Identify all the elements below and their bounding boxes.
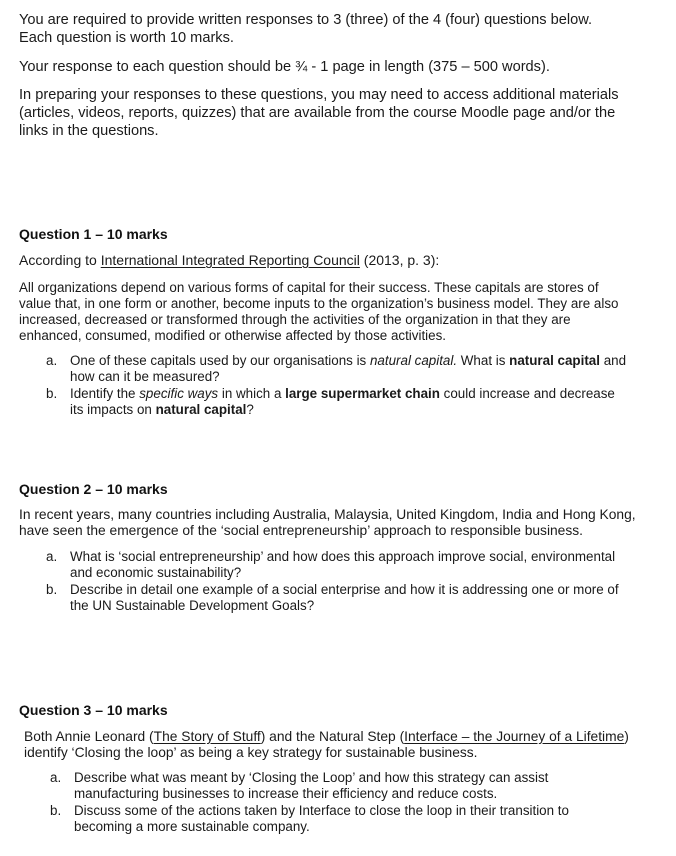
text-run: Both Annie Leonard ( (24, 729, 154, 744)
q1-item-b (70, 386, 615, 402)
question-3-heading: Question 3 – 10 marks (19, 702, 168, 718)
intro-line: (articles, videos, reports, quizzes) that are available from the course Moodle page and/or the (19, 105, 616, 121)
text-run: Identify the (70, 386, 140, 401)
q3-paragraph-line: identify ‘Closing the loop’ as being a key strategy for sustainable business. (24, 745, 478, 760)
text-run: could increase and decrease (439, 386, 615, 401)
q1-citation (19, 252, 439, 268)
q1-citation-pre: According to (19, 252, 101, 268)
q1-item-b-line2 (70, 402, 254, 418)
q3-item-b: Discuss some of the actions taken by Interface to close the loop in their transition to (74, 803, 569, 818)
q1-item-a-letter: a. (46, 353, 58, 368)
text-run: ? (246, 402, 254, 417)
q3-item-a-letter: a. (50, 770, 62, 785)
q2-item-a-line2: and economic sustainability? (70, 565, 242, 580)
q2-item-b-line2: the UN Sustainable Development Goals? (70, 598, 315, 613)
q3-item-b-line2: becoming a more sustainable company. (74, 819, 310, 834)
q2-item-b: Describe in detail one example of a social enterprise and how it is addressing one or more of (70, 582, 619, 597)
text-run-bold: natural capital (155, 402, 247, 417)
text-run-italic: natural capital. (369, 353, 458, 368)
text-run: ) and the Natural Step ( (260, 729, 405, 744)
q2-item-b-letter: b. (46, 582, 58, 597)
q1-item-a (70, 353, 626, 369)
question-2-heading: Question 2 – 10 marks (19, 481, 168, 497)
text-run: One of these capitals used by our organisations is (70, 353, 370, 368)
intro-line: links in the questions. (19, 123, 159, 139)
q1-quote-line: enhanced, consumed, modified or otherwise affected by those activities. (19, 328, 447, 343)
intro-line: You are required to provide written responses to 3 (three) of the 4 (four) questions below. (19, 12, 592, 28)
q2-paragraph-line: In recent years, many countries including Australia, Malaysia, United Kingdom, India and Hong Kong, (19, 507, 636, 522)
text-run: in which a (218, 386, 286, 401)
text-run-bold: large supermarket chain (285, 386, 440, 401)
q1-quote-line: value that, in one form or another, become inputs to the organization’s business model. They are also (19, 296, 619, 311)
q3-item-a: Describe what was meant by ‘Closing the Loop’ and how this strategy can assist (74, 770, 549, 785)
q1-item-a-line2: how can it be measured? (70, 369, 220, 384)
q3-item-b-letter: b. (50, 803, 62, 818)
q1-citation-post: (2013, p. 3): (359, 252, 440, 268)
story-of-stuff-link[interactable]: The Story of Stuff (153, 729, 261, 744)
text-run: and (599, 353, 627, 368)
intro-line: In preparing your responses to these questions, you may need to access additional materials (19, 87, 619, 103)
q1-quote-line: All organizations depend on various forms of capital for their success. These capitals are stores of (19, 280, 599, 295)
text-run: ) (624, 729, 629, 744)
interface-journey-link[interactable]: Interface – the Journey of a Lifetime (404, 729, 625, 744)
q2-item-a: What is ‘social entrepreneurship’ and how does this approach improve social, environmental (70, 549, 616, 564)
q1-quote-line: increased, decreased or transformed through the activities of the organization in that they are (19, 312, 571, 327)
q3-item-a-line2: manufacturing businesses to increase their efficiency and reduce costs. (74, 786, 498, 801)
text-run-bold: natural capital (509, 353, 600, 368)
intro-line: Each question is worth 10 marks. (19, 30, 234, 46)
text-run: What is (457, 353, 510, 368)
question-1-heading: Question 1 – 10 marks (19, 226, 168, 242)
text-run: its impacts on (70, 402, 156, 417)
q2-paragraph-line: have seen the emergence of the ‘social entrepreneurship’ approach to responsible business. (19, 523, 583, 538)
iirc-link[interactable]: International Integrated Reporting Council (100, 252, 360, 268)
q1-item-b-letter: b. (46, 386, 58, 401)
text-run-italic: specific ways (139, 386, 219, 401)
q3-paragraph-line (24, 729, 629, 745)
intro-line: Your response to each question should be ¾ - 1 page in length (375 – 500 words). (19, 59, 550, 75)
q2-item-a-letter: a. (46, 549, 58, 564)
